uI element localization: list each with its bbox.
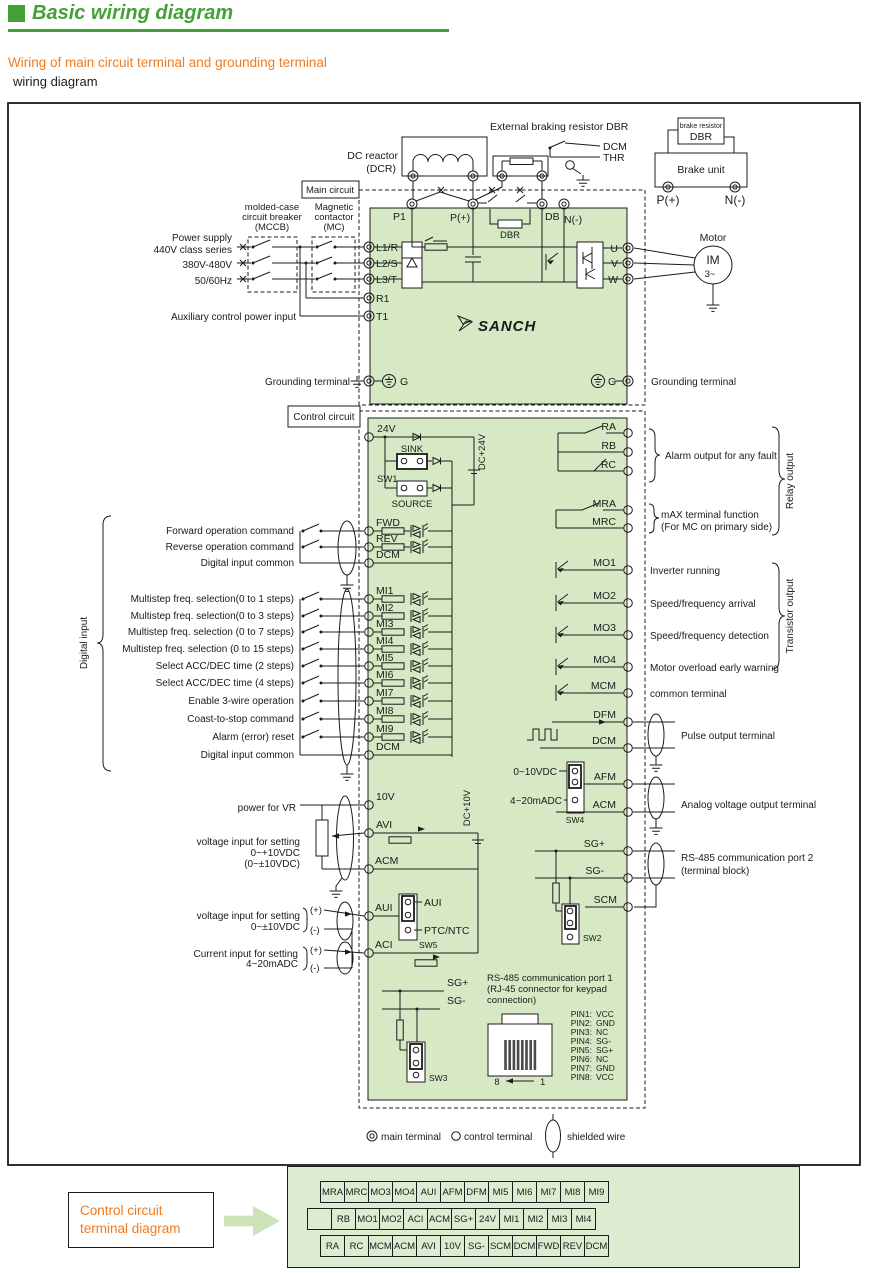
terminal-cell: RC — [344, 1235, 369, 1257]
row-desc: Select ACC/DEC time (2 steps) — [155, 661, 294, 672]
pin-val: GND — [596, 1063, 615, 1073]
term-label: DCM — [376, 741, 400, 753]
mra-label: MRA — [592, 498, 616, 510]
control-terminal-icon — [452, 1132, 461, 1141]
legend-shielded-wire: shielded wire — [567, 1132, 626, 1143]
l1r-label: L1/R — [376, 242, 399, 254]
brake-resistor-label: brake resistor — [679, 123, 723, 130]
ground-icon — [330, 886, 343, 897]
terminal-cell: MI3 — [547, 1208, 572, 1230]
p1-label: P1 — [393, 211, 406, 223]
term-label: FWD — [376, 517, 400, 529]
sg-plus-label: SG+ — [583, 838, 605, 850]
max-function-label2: (For MC on primary side) — [661, 522, 773, 533]
vin1-range2: (0~±10VDC) — [244, 859, 300, 870]
g-left-label: G — [400, 376, 409, 388]
sg-plus-label: SG+ — [447, 977, 469, 989]
legend-control-terminal: control terminal — [464, 1132, 533, 1143]
alarm-output-label: Alarm output for any fault — [665, 451, 777, 462]
ground-icon — [341, 580, 354, 591]
pin-val: SG+ — [596, 1045, 614, 1055]
mo2-desc: Speed/frequency arrival — [650, 599, 756, 610]
terminal-row-3 — [320, 1235, 608, 1257]
power-vr-label: power for VR — [237, 803, 296, 814]
shield-oval — [648, 777, 664, 819]
term-label: MI4 — [376, 635, 394, 647]
grounding-left-label: Grounding terminal — [264, 377, 350, 388]
term-label: MI2 — [376, 602, 394, 614]
callout-line-2: terminal diagram — [80, 1220, 181, 1236]
terminal-cell: MO4 — [392, 1181, 417, 1203]
external-braking-resistor — [475, 121, 629, 200]
pin-key: PIN8: — [570, 1072, 592, 1082]
vin1-range: 0~+10VDC — [250, 848, 300, 859]
sw5-aui-label: AUI — [424, 897, 442, 909]
digital-input-label: Digital input — [79, 616, 90, 670]
rc-label: RC — [600, 459, 616, 471]
mrc-label: MRC — [592, 516, 616, 528]
r1-label: R1 — [376, 293, 390, 305]
term-label: MI3 — [376, 618, 394, 630]
terminal-cell: MCM — [368, 1235, 393, 1257]
shield-oval — [337, 942, 353, 974]
l3t-label: L3/T — [376, 274, 398, 286]
pin-key: PIN5: — [570, 1045, 592, 1055]
term-label: REV — [376, 533, 398, 545]
page-title: Basic wiring diagram — [32, 2, 234, 24]
motor-label: Motor — [699, 232, 727, 244]
ra-label: RA — [601, 421, 616, 433]
internal-dbr-label: DBR — [499, 230, 521, 241]
grounding-right-label: Grounding terminal — [651, 377, 737, 388]
terminal-row-2 — [307, 1208, 595, 1230]
terminal-cell: ACM — [427, 1208, 452, 1230]
row-desc: Select ACC/DEC time (4 steps) — [155, 678, 294, 689]
mo4-label: MO4 — [593, 654, 616, 666]
sw1-label: SW1 — [377, 474, 398, 485]
legend-main-terminal: main terminal — [381, 1132, 442, 1143]
transistor-output-label: Transistor output — [785, 578, 796, 654]
24v-label: 24V — [377, 423, 396, 435]
ground-icon — [650, 823, 663, 834]
thr-label: THR — [603, 152, 625, 164]
mccb-label-2: circuit breaker — [242, 212, 302, 223]
mc-label-2: contactor — [314, 212, 354, 223]
terminal-cell: MI1 — [499, 1208, 524, 1230]
rs485-1-label2: (RJ-45 connector for keypad — [487, 984, 607, 995]
term-label: DCM — [376, 549, 400, 561]
mo4-desc: Motor overload early warning — [650, 663, 779, 674]
power-input — [154, 202, 399, 323]
brake-p-label: P(+) — [656, 193, 680, 207]
shield-oval — [337, 902, 353, 940]
terminal-cell: 24V — [475, 1208, 500, 1230]
ground-icon — [650, 760, 663, 771]
motor-im: IM — [706, 253, 720, 267]
dc-reactor-label: DC reactor — [347, 150, 398, 162]
terminal-cell: MI9 — [584, 1181, 609, 1203]
v-label: V — [610, 258, 618, 270]
terminal-cell: MO2 — [379, 1208, 404, 1230]
terminal-cell: DCM — [584, 1235, 609, 1257]
afm-label: AFM — [593, 771, 616, 783]
main-terminal-icon — [367, 1131, 377, 1141]
terminal-cell: MI8 — [560, 1181, 585, 1203]
rs485-2-label: RS-485 communication port 2 — [681, 853, 814, 864]
ground-icon — [577, 175, 590, 186]
rb-label: RB — [601, 440, 616, 452]
mccb-label-3: (MCCB) — [254, 222, 290, 233]
mcm-desc: common terminal — [650, 689, 727, 700]
mo2-label: MO2 — [593, 590, 616, 602]
voltage-range-label: 380V-480V — [182, 260, 232, 271]
brake-unit-label: Brake unit — [677, 164, 725, 176]
main-circuit-label: Main circuit — [305, 185, 355, 196]
terminal-diagram-band — [287, 1166, 800, 1268]
pin-key: PIN6: — [570, 1054, 592, 1064]
acm-label: ACM — [592, 799, 616, 811]
frequency-label: 50/60Hz — [194, 276, 232, 287]
row-desc: Multistep freq. selection (0 to 15 steps) — [122, 644, 294, 655]
terminal-cell — [307, 1208, 332, 1230]
shield-oval — [338, 589, 356, 765]
terminal-cell: MI6 — [512, 1181, 537, 1203]
pin-key: PIN7: — [570, 1063, 592, 1073]
pin-val: SG- — [596, 1036, 612, 1046]
term-label: MI6 — [376, 669, 394, 681]
row-desc: Alarm (error) reset — [212, 732, 294, 743]
terminal-cell: RB — [331, 1208, 356, 1230]
terminal-cell: REV — [560, 1235, 585, 1257]
pin-key: PIN2: — [570, 1018, 592, 1028]
sw5-label: SW5 — [419, 940, 438, 950]
terminal-cell: 10V — [440, 1235, 465, 1257]
pin8-num: 8 — [494, 1077, 500, 1088]
vin1-label: voltage input for setting — [196, 837, 300, 848]
row-desc: Coast-to-stop command — [187, 714, 294, 725]
mc-label-3: (MC) — [323, 222, 345, 233]
row-desc: Enable 3-wire operation — [188, 696, 294, 707]
brake-n-label: N(-) — [724, 193, 746, 207]
power-supply-label: Power supply — [171, 233, 232, 244]
row-desc: Reverse operation command — [165, 542, 294, 553]
control-circuit-label: Control circuit — [293, 412, 355, 423]
row-desc: Forward operation command — [166, 526, 294, 537]
t1-label: T1 — [376, 311, 389, 323]
logo-text: SANCH — [478, 318, 537, 335]
mc-label-1: Magnetic — [314, 202, 354, 213]
scm-label: SCM — [593, 894, 617, 906]
pin-key: PIN3: — [570, 1027, 592, 1037]
source-label: SOURCE — [391, 499, 433, 510]
avi-label: AVI — [376, 819, 393, 831]
shielded-wire-icon — [546, 1120, 561, 1152]
brake-dbr-label: DBR — [689, 131, 713, 143]
iin-range: 4~20mADC — [246, 959, 298, 970]
mo1-desc: Inverter running — [650, 566, 721, 577]
terminal-cell: DFM — [464, 1181, 489, 1203]
rs485-1-label: RS-485 communication port 1 — [487, 973, 613, 984]
pin-val: NC — [596, 1054, 609, 1064]
subtitle: Wiring of main circuit terminal and grounding terminal — [8, 55, 327, 70]
u-label: U — [610, 243, 618, 255]
rs485-2-label2: (terminal block) — [681, 866, 750, 877]
sink-label: SINK — [400, 444, 424, 455]
vin2-range: 0~±10VDC — [250, 922, 300, 933]
terminal-cell: MI2 — [523, 1208, 548, 1230]
thermal-terminal — [566, 161, 575, 170]
sw2-label: SW2 — [583, 933, 602, 943]
terminal-cell: AVI — [416, 1235, 441, 1257]
shield-oval — [338, 521, 356, 575]
mcm-label: MCM — [590, 680, 616, 692]
sg-minus-label: SG- — [585, 865, 604, 877]
v010-label: 0~10VDC — [513, 767, 557, 778]
inverter-body — [368, 208, 627, 1100]
max-function-label: mAX terminal function — [661, 510, 759, 521]
terminal-cell: MO1 — [355, 1208, 380, 1230]
pulse-output-label: Pulse output terminal — [681, 731, 775, 742]
sw3-label: SW3 — [429, 1073, 448, 1083]
pin-val: VCC — [596, 1009, 614, 1019]
voltage-class-label: 440V class series — [153, 245, 232, 256]
aci-label: ACI — [375, 939, 393, 951]
dcm-label: DCM — [592, 735, 616, 747]
ext-brake-label: External braking resistor DBR — [490, 121, 629, 133]
terminal-cell: MI4 — [571, 1208, 596, 1230]
terminal-cell: MRA — [320, 1181, 345, 1203]
term-label: MI9 — [376, 723, 394, 735]
dfm-label: DFM — [593, 709, 616, 721]
row-desc: Multistep freq. selection (0 to 7 steps) — [127, 627, 294, 638]
db-label: DB — [545, 211, 560, 223]
terminal-cell: ACI — [403, 1208, 428, 1230]
terminal-cell: MO3 — [368, 1181, 393, 1203]
dcr-label: (DCR) — [366, 163, 396, 175]
terminal-cell: RA — [320, 1235, 345, 1257]
shield-oval — [337, 796, 354, 880]
terminal-cell: SG+ — [451, 1208, 476, 1230]
mccb-box — [248, 237, 297, 292]
sg-minus-label: SG- — [447, 995, 466, 1007]
mo3-label: MO3 — [593, 622, 616, 634]
caption: wiring diagram — [13, 74, 98, 89]
pin-key: PIN1: — [570, 1009, 592, 1019]
terminal-cell: MRC — [344, 1181, 369, 1203]
plus-label: (+) — [310, 905, 322, 916]
vin2-label: voltage input for setting — [196, 911, 300, 922]
brake-unit-block — [655, 118, 747, 207]
ptc-ntc-label: PTC/NTC — [424, 925, 470, 937]
mo1-label: MO1 — [593, 557, 616, 569]
legend — [367, 1114, 626, 1158]
plus-label: (+) — [310, 945, 322, 956]
shield-oval — [648, 843, 664, 885]
w-label: W — [608, 274, 618, 286]
sw4-label: SW4 — [565, 815, 585, 825]
n-minus-label: N(-) — [564, 214, 583, 226]
term-label: MI7 — [376, 687, 394, 699]
row-desc: Digital input common — [200, 558, 294, 569]
term-label: MI8 — [376, 705, 394, 717]
analog-output-label: Analog voltage output terminal — [681, 800, 817, 811]
terminal-cell: SG- — [464, 1235, 489, 1257]
l2s-label: L2/S — [376, 258, 398, 270]
terminal-cell: SCM — [488, 1235, 513, 1257]
terminal-row-1 — [320, 1181, 608, 1203]
pin-val: VCC — [596, 1072, 614, 1082]
aui-label: AUI — [375, 902, 393, 914]
minus-label: (-) — [310, 963, 320, 974]
minus-label: (-) — [310, 925, 320, 936]
acm-in-label: ACM — [375, 855, 399, 867]
terminal-cell: MI5 — [488, 1181, 513, 1203]
shield-oval — [648, 714, 664, 756]
dcm-label: DCM — [603, 141, 627, 153]
ma420-label: 4~20mADC — [510, 796, 562, 807]
10v-label: 10V — [376, 791, 395, 803]
pin-val: GND — [596, 1018, 615, 1028]
mo3-desc: Speed/frequency detection — [650, 631, 769, 642]
row-desc: Digital input common — [200, 750, 294, 761]
mc-box — [312, 237, 355, 292]
terminal-cell: FWD — [536, 1235, 561, 1257]
terminal-cell: ACM — [392, 1235, 417, 1257]
mccb-label-1: molded-case — [244, 202, 300, 213]
pin-val: NC — [596, 1027, 609, 1037]
term-label: MI5 — [376, 652, 394, 664]
control-terminal-diagram-callout — [68, 1192, 214, 1248]
term-label: MI1 — [376, 585, 394, 597]
rs485-1-label3: connection) — [487, 995, 537, 1006]
dc10v-label: DC+10V — [462, 789, 473, 827]
iin-label: Current input for setting — [193, 949, 298, 960]
ground-icon — [341, 769, 354, 780]
pin1-num: 1 — [540, 1077, 546, 1088]
terminal-cell: AUI — [416, 1181, 441, 1203]
digital-input-brace — [97, 516, 111, 771]
callout-line-1: Control circuit — [80, 1203, 163, 1218]
terminal-cell: AFM — [440, 1181, 465, 1203]
pin-key: PIN4: — [570, 1036, 592, 1046]
row-desc: Multistep freq. selection(0 to 3 steps) — [130, 611, 294, 622]
terminal-cell: DCM — [512, 1235, 537, 1257]
dc24v-label: DC+24V — [477, 433, 488, 471]
motor-ground-icon — [707, 300, 720, 311]
relay-output-label: Relay output — [785, 452, 796, 510]
motor-phase: 3~ — [704, 269, 716, 280]
aux-power-label: Auxiliary control power input — [170, 312, 296, 323]
row-desc: Multistep freq. selection(0 to 1 steps) — [130, 594, 294, 605]
p-plus-label: P(+) — [450, 212, 471, 224]
g-right-label: G — [608, 376, 617, 388]
motor — [634, 232, 732, 311]
terminal-cell: MI7 — [536, 1181, 561, 1203]
